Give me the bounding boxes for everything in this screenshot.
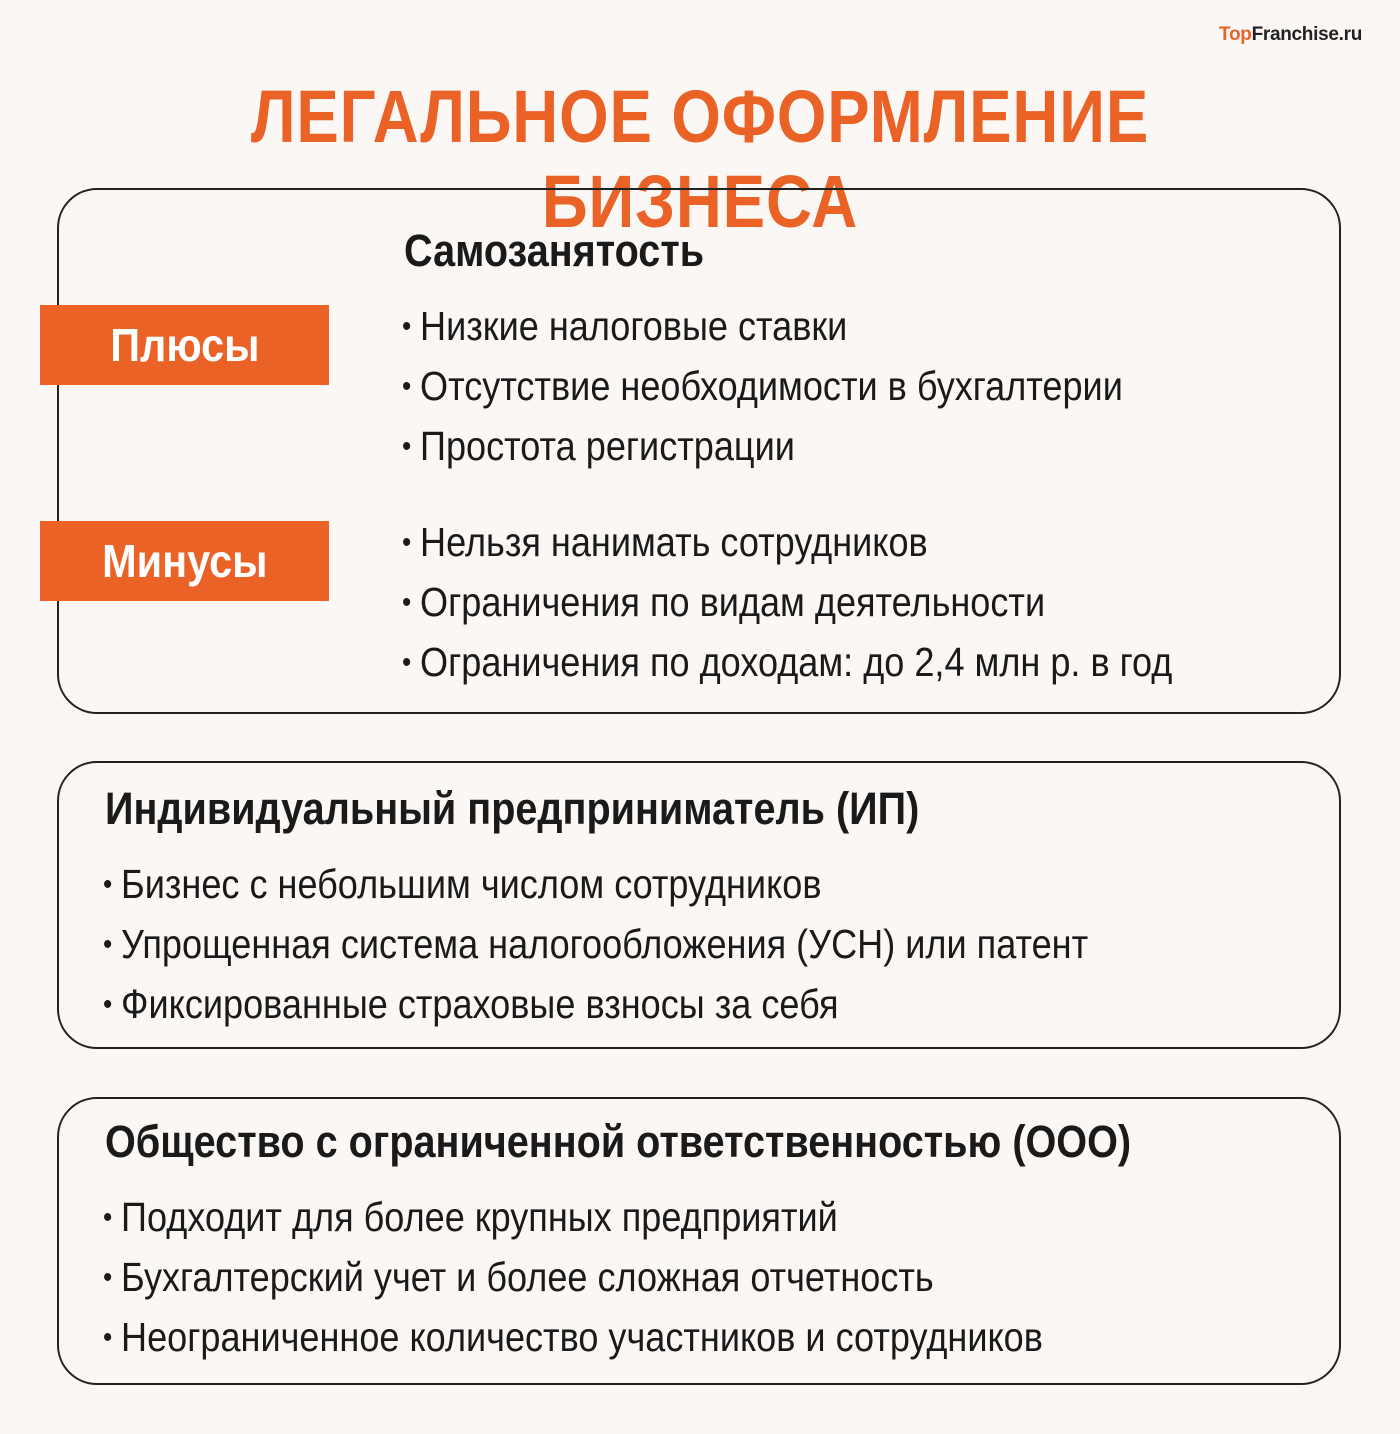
ip-heading: Индивидуальный предприниматель (ИП) — [105, 783, 920, 834]
page-title: ЛЕГАЛЬНОЕ ОФОРМЛЕНИЕ БИЗНЕСА — [250, 75, 1150, 243]
cons-label: Минусы — [40, 521, 329, 601]
con-item: • Ограничения по видам деятельности — [402, 582, 1045, 623]
ooo-heading: Общество с ограниченной ответственностью (ООО) — [105, 1116, 1132, 1167]
ooo-item: • Подходит для более крупных предприятий — [103, 1197, 838, 1238]
pro-item: • Низкие налоговые ставки — [402, 306, 847, 347]
logo: TopFranchise.ru — [1219, 24, 1362, 45]
ooo-item: • Неограниченное количество участников и сотрудников — [103, 1317, 1043, 1358]
ooo-item: • Бухгалтерский учет и более сложная отчетность — [103, 1257, 934, 1298]
ip-item: • Бизнес с небольшим числом сотрудников — [103, 864, 822, 905]
pros-label: Плюсы — [40, 305, 329, 385]
ip-item: • Упрощенная система налогообложения (УСН) или патент — [103, 924, 1088, 965]
ip-item: • Фиксированные страховые взносы за себя — [103, 984, 838, 1025]
self-employed-heading: Самозанятость — [404, 225, 705, 276]
con-item: • Ограничения по доходам: до 2,4 млн р. в год — [402, 642, 1172, 683]
pro-item: • Отсутствие необходимости в бухгалтерии — [402, 366, 1123, 407]
con-item: • Нельзя нанимать сотрудников — [402, 522, 928, 563]
pro-item: • Простота регистрации — [402, 426, 795, 467]
